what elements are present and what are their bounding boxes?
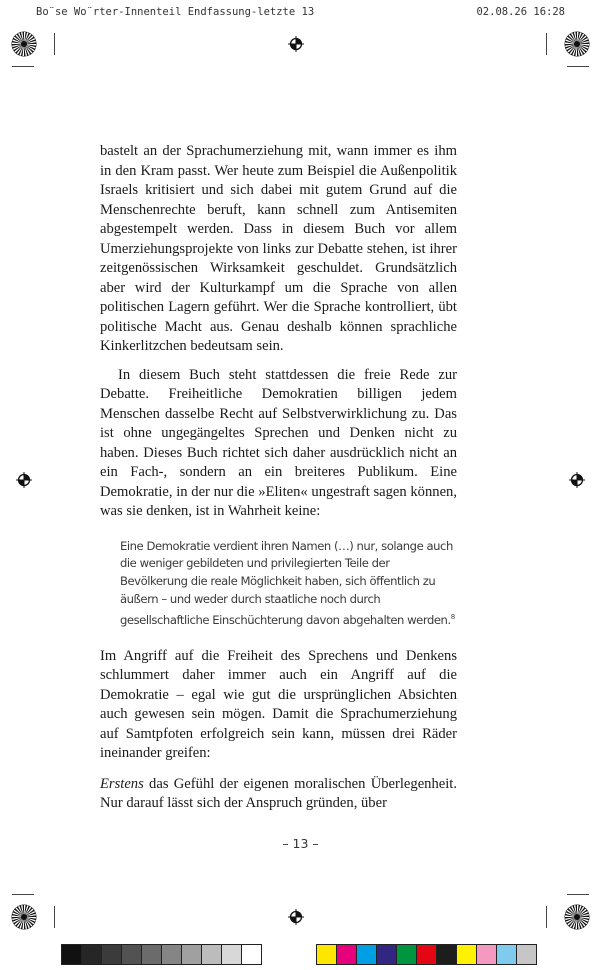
color-swatch (336, 944, 357, 965)
crosshair-mark-icon (569, 472, 585, 488)
gray-control-bar (62, 944, 262, 965)
trim-mark (567, 66, 589, 67)
color-swatch (436, 944, 457, 965)
color-swatch (376, 944, 397, 965)
color-swatch (516, 944, 537, 965)
body-text (100, 142, 457, 814)
paragraph: bastelt an der Sprachumerziehung mit, wann immer es ihm in den Kram passt. Wer heute zum Beispiel die Außenpolitik Israels kritisiert und sich dabei mit gutem Grund auf die Menschenrechte beruft, kann schnell zum Antisemiten abgestempelt werden. Dass in diesem Buch vor allem Umerziehungsprojekte von links zur Debatte stehen, ist ihrer zeitgenössischen Wirksamkeit geschuldet. Grundsätzlich aber wird der Kulturkampf um die Sprache von allen politischen Lagern geführt. Wer die Sprache kontrolliert, übt politische Macht aus. Genau deshalb können sprachliche Kinkerlitzchen bedeutsam sein. (100, 143, 457, 354)
color-swatch (221, 944, 242, 965)
color-swatch (181, 944, 202, 965)
emphasis: Erstens (100, 775, 144, 792)
print-slug-timestamp: 02.08.26 16:28 (476, 6, 565, 18)
trim-mark (54, 906, 55, 928)
quote-text: Eine Demokratie verdient ihren Namen (…) nur, solange auch die weniger gebildeten und privilegierten Teile der Bevölkerung die reale Möglichkeit haben, sich öffentlich zu äußern – und weder durch staatliche noch durch gesellschaftliche Einschüchterung davon abgehalten werden. (120, 538, 453, 627)
color-swatch (141, 944, 162, 965)
page-number: – 13 – (282, 836, 319, 851)
color-swatch (396, 944, 417, 965)
trim-mark (546, 33, 547, 55)
color-control-bar (317, 944, 537, 965)
footnote-marker: 8 (450, 613, 455, 622)
block-quote (120, 538, 457, 630)
registration-mark-icon (11, 31, 37, 57)
color-swatch (416, 944, 437, 965)
color-swatch (121, 944, 142, 965)
registration-mark-icon (564, 904, 590, 930)
color-swatch (61, 944, 82, 965)
color-swatch (161, 944, 182, 965)
paragraph (100, 775, 457, 814)
color-swatch (316, 944, 337, 965)
color-swatch (201, 944, 222, 965)
trim-mark (54, 33, 55, 55)
crosshair-mark-icon (16, 472, 32, 488)
trim-mark (12, 894, 34, 895)
paragraph-text: das Gefühl der eigenen moralischen Überlegenheit. Nur darauf lässt sich der Anspruch gründen, über (100, 775, 457, 812)
color-swatch (496, 944, 517, 965)
paragraph: Im Angriff auf die Freiheit des Sprechens und Denkens schlummert daher immer auch ein Angriff auf die Demokratie – egal wie gut die ursprünglichen Absichten auch gewesen sein mögen. Damit die Sprachumerziehung auf Samtpfoten erfolgreich sein kann, müssen drei Räder ineinander greifen: (100, 647, 457, 762)
crosshair-mark-icon (288, 36, 304, 52)
color-swatch (476, 944, 497, 965)
paragraph: In diesem Buch steht stattdessen die freie Rede zur Debatte. Freiheitliche Demokratien billigen jedem Menschen dasselbe Recht auf Selbstverwirklichung zu. Das ist ohne ungegängeltes Sprechen und Denken nicht zu haben. Dieses Buch richtet sich daher ausdrücklich nicht an ein Fach-, sondern an ein breiteres Publikum. Eine Demokratie, in der nur die »Eliten« ungestraft sagen können, was sie denken, ist in Wahrheit keine: (100, 366, 457, 519)
color-swatch (101, 944, 122, 965)
color-swatch (81, 944, 102, 965)
trim-mark (12, 66, 34, 67)
registration-mark-icon (564, 31, 590, 57)
trim-mark (567, 894, 589, 895)
color-swatch (241, 944, 262, 965)
print-slug-filename: Bo¨se Wo¨rter-Innenteil Endfassung-letzte 13 (36, 6, 315, 18)
color-swatch (456, 944, 477, 965)
crosshair-mark-icon (288, 909, 304, 925)
registration-mark-icon (11, 904, 37, 930)
color-swatch (356, 944, 377, 965)
trim-mark (546, 906, 547, 928)
